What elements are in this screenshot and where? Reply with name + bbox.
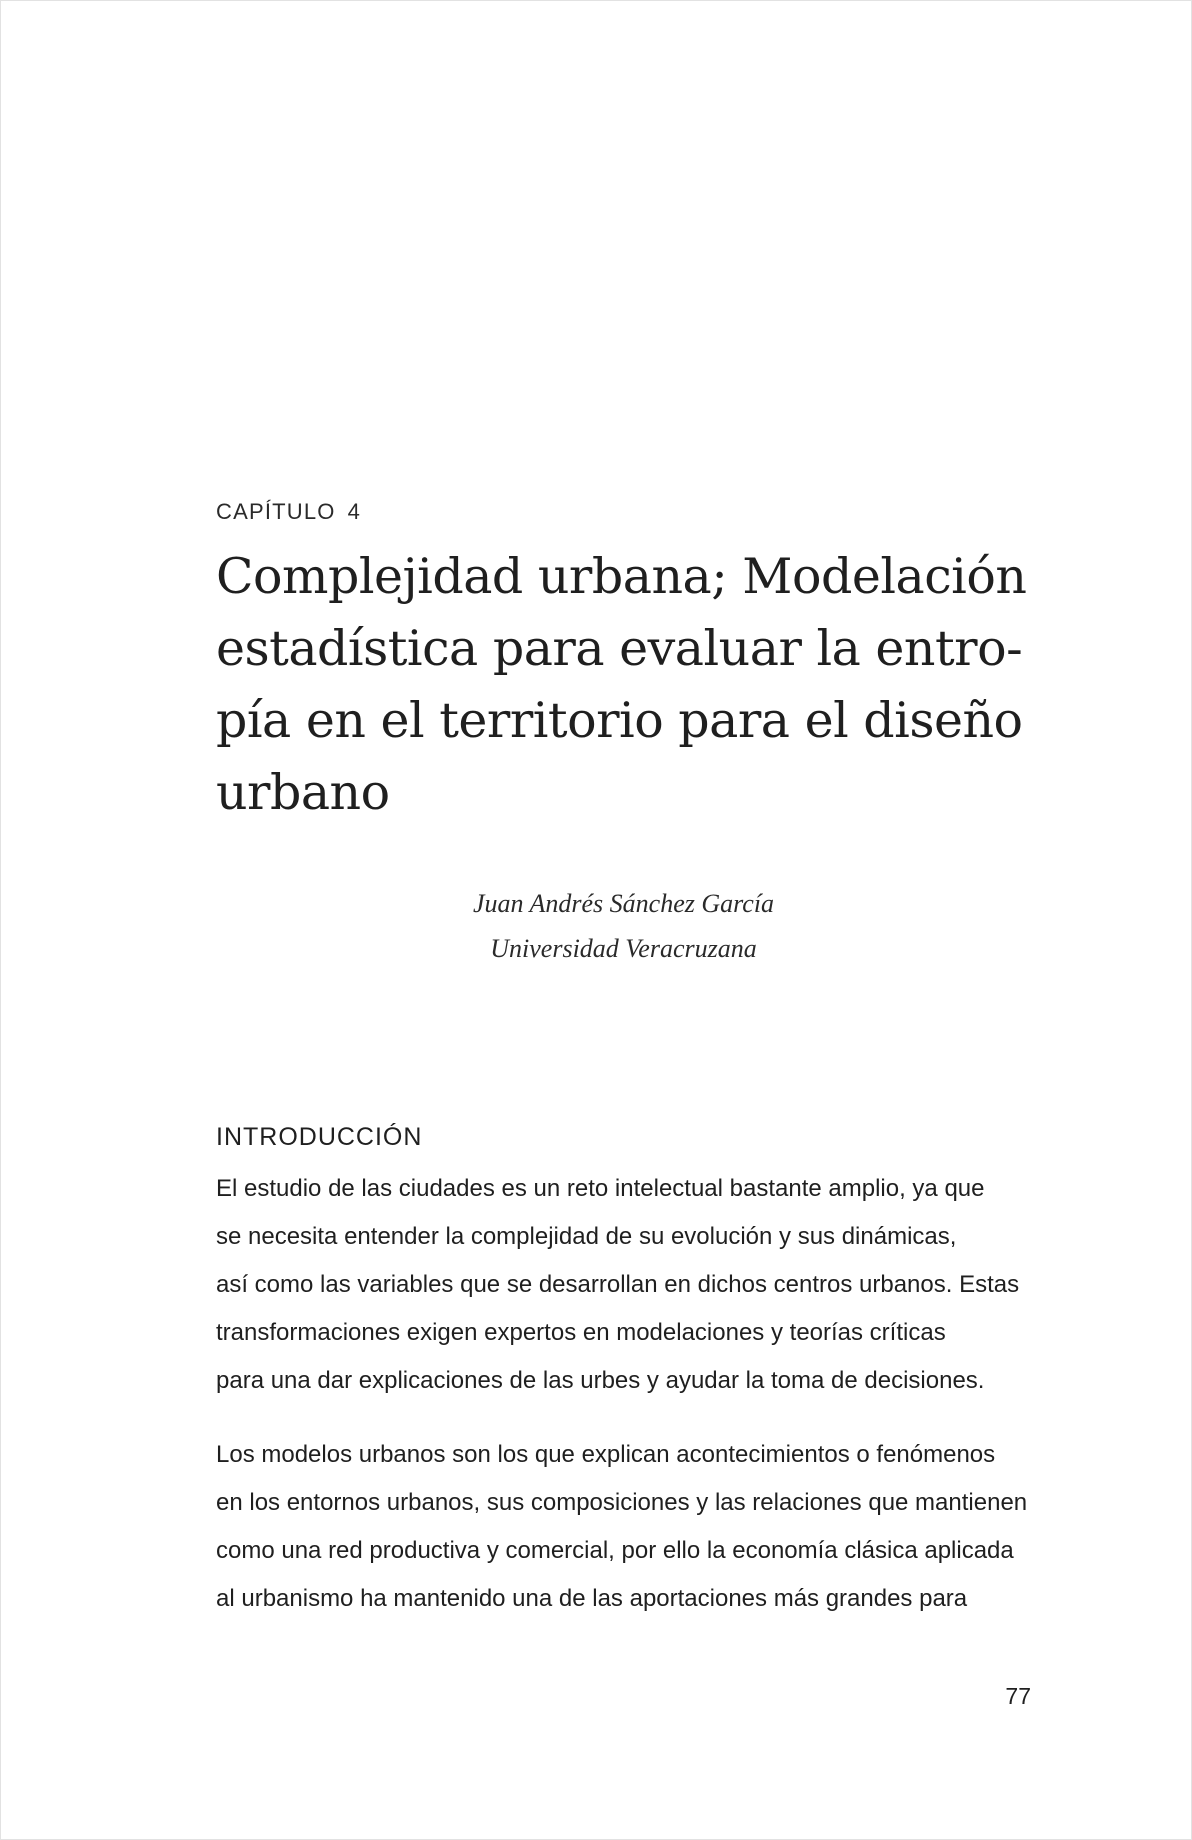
page-number: 77 [1005, 1683, 1031, 1709]
paragraph [216, 1165, 1031, 1405]
paragraph-line: El estudio de las ciudades es un reto intelectual bastante amplio, ya que [216, 1175, 985, 1202]
paragraph-line: Los modelos urbanos son los que explican acontecimientos o fenómenos [216, 1441, 996, 1468]
paragraph-line: en los entornos urbanos, sus composiciones y las relaciones que mantienen [216, 1489, 1028, 1516]
chapter-title-line: Complejidad urbana; Modelación [216, 548, 1027, 605]
author-byline [216, 881, 1031, 971]
section-heading: INTRODUCCIÓN [216, 1123, 423, 1151]
chapter-title [216, 541, 1031, 829]
author-affiliation: Universidad Veracruzana [490, 934, 757, 963]
paragraph [216, 1431, 1031, 1623]
chapter-number: 4 [347, 499, 362, 524]
paragraph-line: así como las variables que se desarrollan en dichos centros urbanos. Estas [216, 1271, 1020, 1298]
paragraph-line: se necesita entender la complejidad de su evolución y sus dinámicas, [216, 1223, 957, 1250]
paragraph-line: al urbanismo ha mantenido una de las aportaciones más grandes para [216, 1585, 968, 1612]
chapter-title-line: pía en el territorio para el diseño [216, 692, 1023, 749]
chapter-label-text: CAPÍTULO [216, 499, 336, 524]
paragraph-line: como una red productiva y comercial, por ello la economía clásica aplicada [216, 1537, 1014, 1564]
chapter-title-line: urbano [216, 764, 390, 821]
paragraph-line: para una dar explicaciones de las urbes y ayudar la toma de decisiones. [216, 1367, 985, 1394]
paragraph-line: transformaciones exigen expertos en modelaciones y teorías críticas [216, 1319, 946, 1346]
chapter-title-line: estadística para evaluar la entro- [216, 620, 1023, 677]
author-name: Juan Andrés Sánchez García [472, 889, 775, 918]
chapter-label [216, 499, 1031, 525]
